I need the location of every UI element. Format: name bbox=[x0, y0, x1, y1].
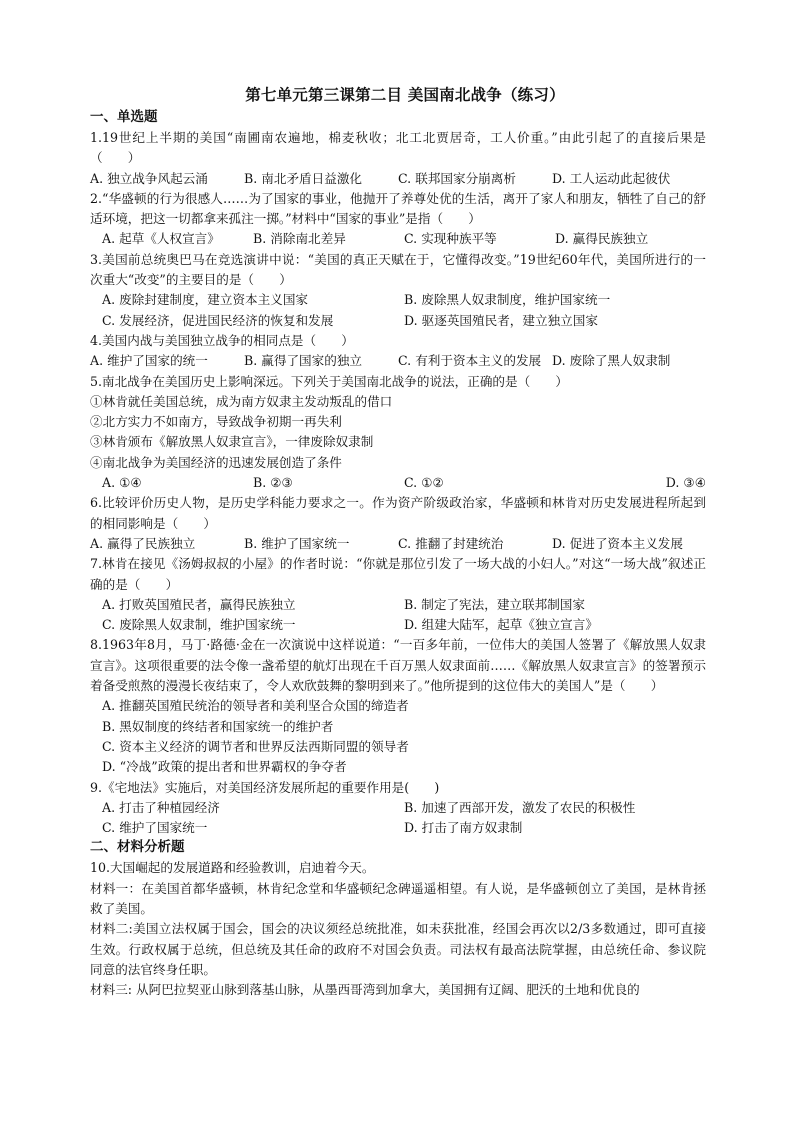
option-a: A. 独立战争风起云涌 bbox=[90, 170, 208, 186]
question-5-statement-3: ③林肯颁布《解放黑人奴隶宣言》，一律废除奴隶制 bbox=[90, 434, 374, 450]
question-8-option-d: D. “冷战”政策的提出者和世界霸权的争夺者 bbox=[102, 759, 347, 775]
question-9-options-row-2 bbox=[90, 818, 706, 838]
option-c: C. ①② bbox=[404, 475, 444, 491]
option-d: D. 组建大陆军，起草《独立宣言》 bbox=[404, 617, 598, 633]
section-heading-material-analysis: 二、材料分析题 bbox=[90, 839, 185, 856]
option-a: A. ①④ bbox=[102, 475, 142, 491]
section-heading-single-choice: 一、单选题 bbox=[90, 109, 158, 125]
option-b: B. 维护了国家统一 bbox=[244, 535, 350, 551]
option-a: A. 废除封建制度，建立资本主义国家 bbox=[102, 292, 309, 308]
question-5-options bbox=[90, 473, 706, 493]
question-1-options bbox=[90, 169, 706, 189]
option-a: A. 打击了种植园经济 bbox=[102, 799, 220, 815]
question-5-statement-1: ①林肯就任美国总统，成为南方奴隶主发动叛乱的借口 bbox=[90, 393, 393, 409]
question-10-stem: 10.大国崛起的发展道路和经验教训，启迪着今天。 bbox=[90, 860, 375, 876]
question-9-stem: 9.《宅地法》实施后，对美国经济发展所起的重要作用是( ) bbox=[90, 779, 440, 795]
question-5-statement-2: ②北方实力不如南方，导致战争初期一再失利 bbox=[90, 414, 342, 430]
question-7-options-row-2 bbox=[90, 615, 706, 635]
question-6-options bbox=[90, 534, 706, 554]
option-c: C. 推翻了封建统治 bbox=[398, 535, 504, 551]
option-b: B. 废除黑人奴隶制度，维护国家统一 bbox=[404, 292, 611, 308]
question-3-options-row-2 bbox=[90, 311, 706, 331]
worksheet bbox=[90, 84, 706, 1000]
option-c: C. 发展经济，促进国民经济的恢复和发展 bbox=[102, 312, 334, 328]
question-7-stem: 7.林肯在接见《汤姆叔叔的小屋》的作者时说：“你就是那位引发了一场大战的小妇人。”对这“一场大战”叙述正确的是（ ） bbox=[90, 556, 706, 592]
question-3-stem: 3.美国前总统奥巴马在竞选演讲中说：“美国的真正天赋在于，它懂得改变。”19世纪60年代，美国所进行的一次重大“改变”的主要目的是（ ） bbox=[90, 251, 706, 288]
option-c: C. 联邦国家分崩离析 bbox=[398, 170, 516, 186]
option-c: C. 实现种族平等 bbox=[404, 231, 497, 247]
option-d: D. 赢得民族独立 bbox=[555, 231, 649, 247]
option-c: C. 废除黑人奴隶制，维护国家统一 bbox=[102, 617, 296, 633]
option-d: D. 打击了南方奴隶制 bbox=[404, 820, 523, 836]
question-9-options-row-1 bbox=[90, 798, 706, 818]
question-1-stem: 1.19世纪上半期的美国“南圃南农遍地，棉麦秋收；北工北贾居奇，工人价重。”由此引起了的直接后果是（ ） bbox=[90, 130, 706, 166]
question-8-option-c: C. 资本主义经济的调节者和世界反法西斯同盟的领导者 bbox=[102, 738, 409, 754]
option-d: D. 工人运动此起彼伏 bbox=[552, 170, 671, 186]
option-b: B. 赢得了国家的独立 bbox=[244, 353, 363, 369]
option-d: D. ③④ bbox=[665, 475, 706, 491]
option-a: A. 赢得了民族独立 bbox=[90, 535, 196, 551]
question-2-options bbox=[90, 229, 706, 249]
material-1: 材料一：在美国首都华盛顿，林肯纪念堂和华盛顿纪念碑遥遥相望。有人说，是华盛顿创立了美国，是林肯拯救了美国。 bbox=[90, 880, 706, 916]
option-c: C. 维护了国家统一 bbox=[102, 820, 208, 836]
option-d: D. 驱逐英国殖民者，建立独立国家 bbox=[404, 312, 598, 328]
option-a: A. 打败英国殖民者，赢得民族独立 bbox=[102, 596, 296, 612]
material-2: 材料二:美国立法权属于国会，国会的决议须经总统批准，如未获批准，经国会再次以2/3多数通过，即可直接生效。行政权属于总统，但总统及其任命的政府不对国会负责。司法权有最高法院掌握，由总统任命、参议院同意的法官终身任职。 bbox=[90, 921, 706, 977]
question-3-options-row-1 bbox=[90, 290, 706, 310]
question-8-option-a: A. 推翻英国殖民统治的领导者和美利坚合众国的缔造者 bbox=[102, 698, 409, 714]
question-4-options bbox=[90, 351, 706, 371]
option-b: B. 消除南北差异 bbox=[253, 231, 346, 247]
page-title: 第七单元第三课第二目 美国南北战争（练习） bbox=[245, 86, 565, 104]
question-4-stem: 4.美国内战与美国独立战争的相同点是（ ） bbox=[90, 332, 354, 348]
question-6-stem: 6.比较评价历史人物，是历史学科能力要求之一。作为资产阶级政治家，华盛顿和林肯对历史发展进程所起到的相同影响是（ ） bbox=[90, 495, 706, 531]
question-8-stem: 8.1963年8月，马丁·路德·金在一次演说中这样说道：“一百多年前，一位伟大的美国人签署了《解放黑人奴隶宣言》。这项很重要的法令像一盏希望的航灯出现在千百万黑人奴隶面前……《解放黑人奴隶宣言》的签署预示着备受煎熬的漫漫长夜结束了，令人欢欣鼓舞的黎明到来了。”他所提到的这位伟大的美国人”是（ ） bbox=[90, 637, 706, 694]
question-5-statement-4: ④南北战争为美国经济的迅速发展创造了条件 bbox=[90, 454, 342, 470]
option-b: B. ②③ bbox=[253, 475, 293, 491]
question-8-option-b: B. 黑奴制度的终结者和国家统一的维护者 bbox=[102, 718, 334, 734]
option-b: B. 南北矛盾日益激化 bbox=[244, 170, 363, 186]
option-d: D. 废除了黑人奴隶制 bbox=[552, 353, 671, 369]
option-b: B. 制定了宪法，建立联邦制国家 bbox=[404, 596, 585, 612]
question-2-stem: 2.“华盛顿的行为很感人……为了国家的事业，他抛开了养尊处优的生活，离开了家人和朋友，牺牲了自己的舒适环境，把这一切都拿来孤注一掷。”材料中“国家的事业”是指（ ） bbox=[90, 190, 706, 227]
question-7-options-row-1 bbox=[90, 595, 706, 615]
material-3: 材料三: 从阿巴拉契亚山脉到落基山脉，从墨西哥湾到加拿大，美国拥有辽阔、肥沃的土地和优良的 bbox=[90, 982, 640, 998]
option-a: A. 起草《人权宣言》 bbox=[102, 231, 220, 247]
option-c: C. 有利于资本主义的发展 bbox=[398, 353, 542, 369]
option-d: D. 促进了资本主义发展 bbox=[552, 535, 683, 551]
question-5-stem: 5.南北战争在美国历史上影响深远。下列关于美国南北战争的说法，正确的是（ ） bbox=[90, 373, 568, 389]
option-b: B. 加速了西部开发，激发了农民的积极性 bbox=[404, 799, 636, 815]
option-a: A. 维护了国家的统一 bbox=[90, 353, 208, 369]
